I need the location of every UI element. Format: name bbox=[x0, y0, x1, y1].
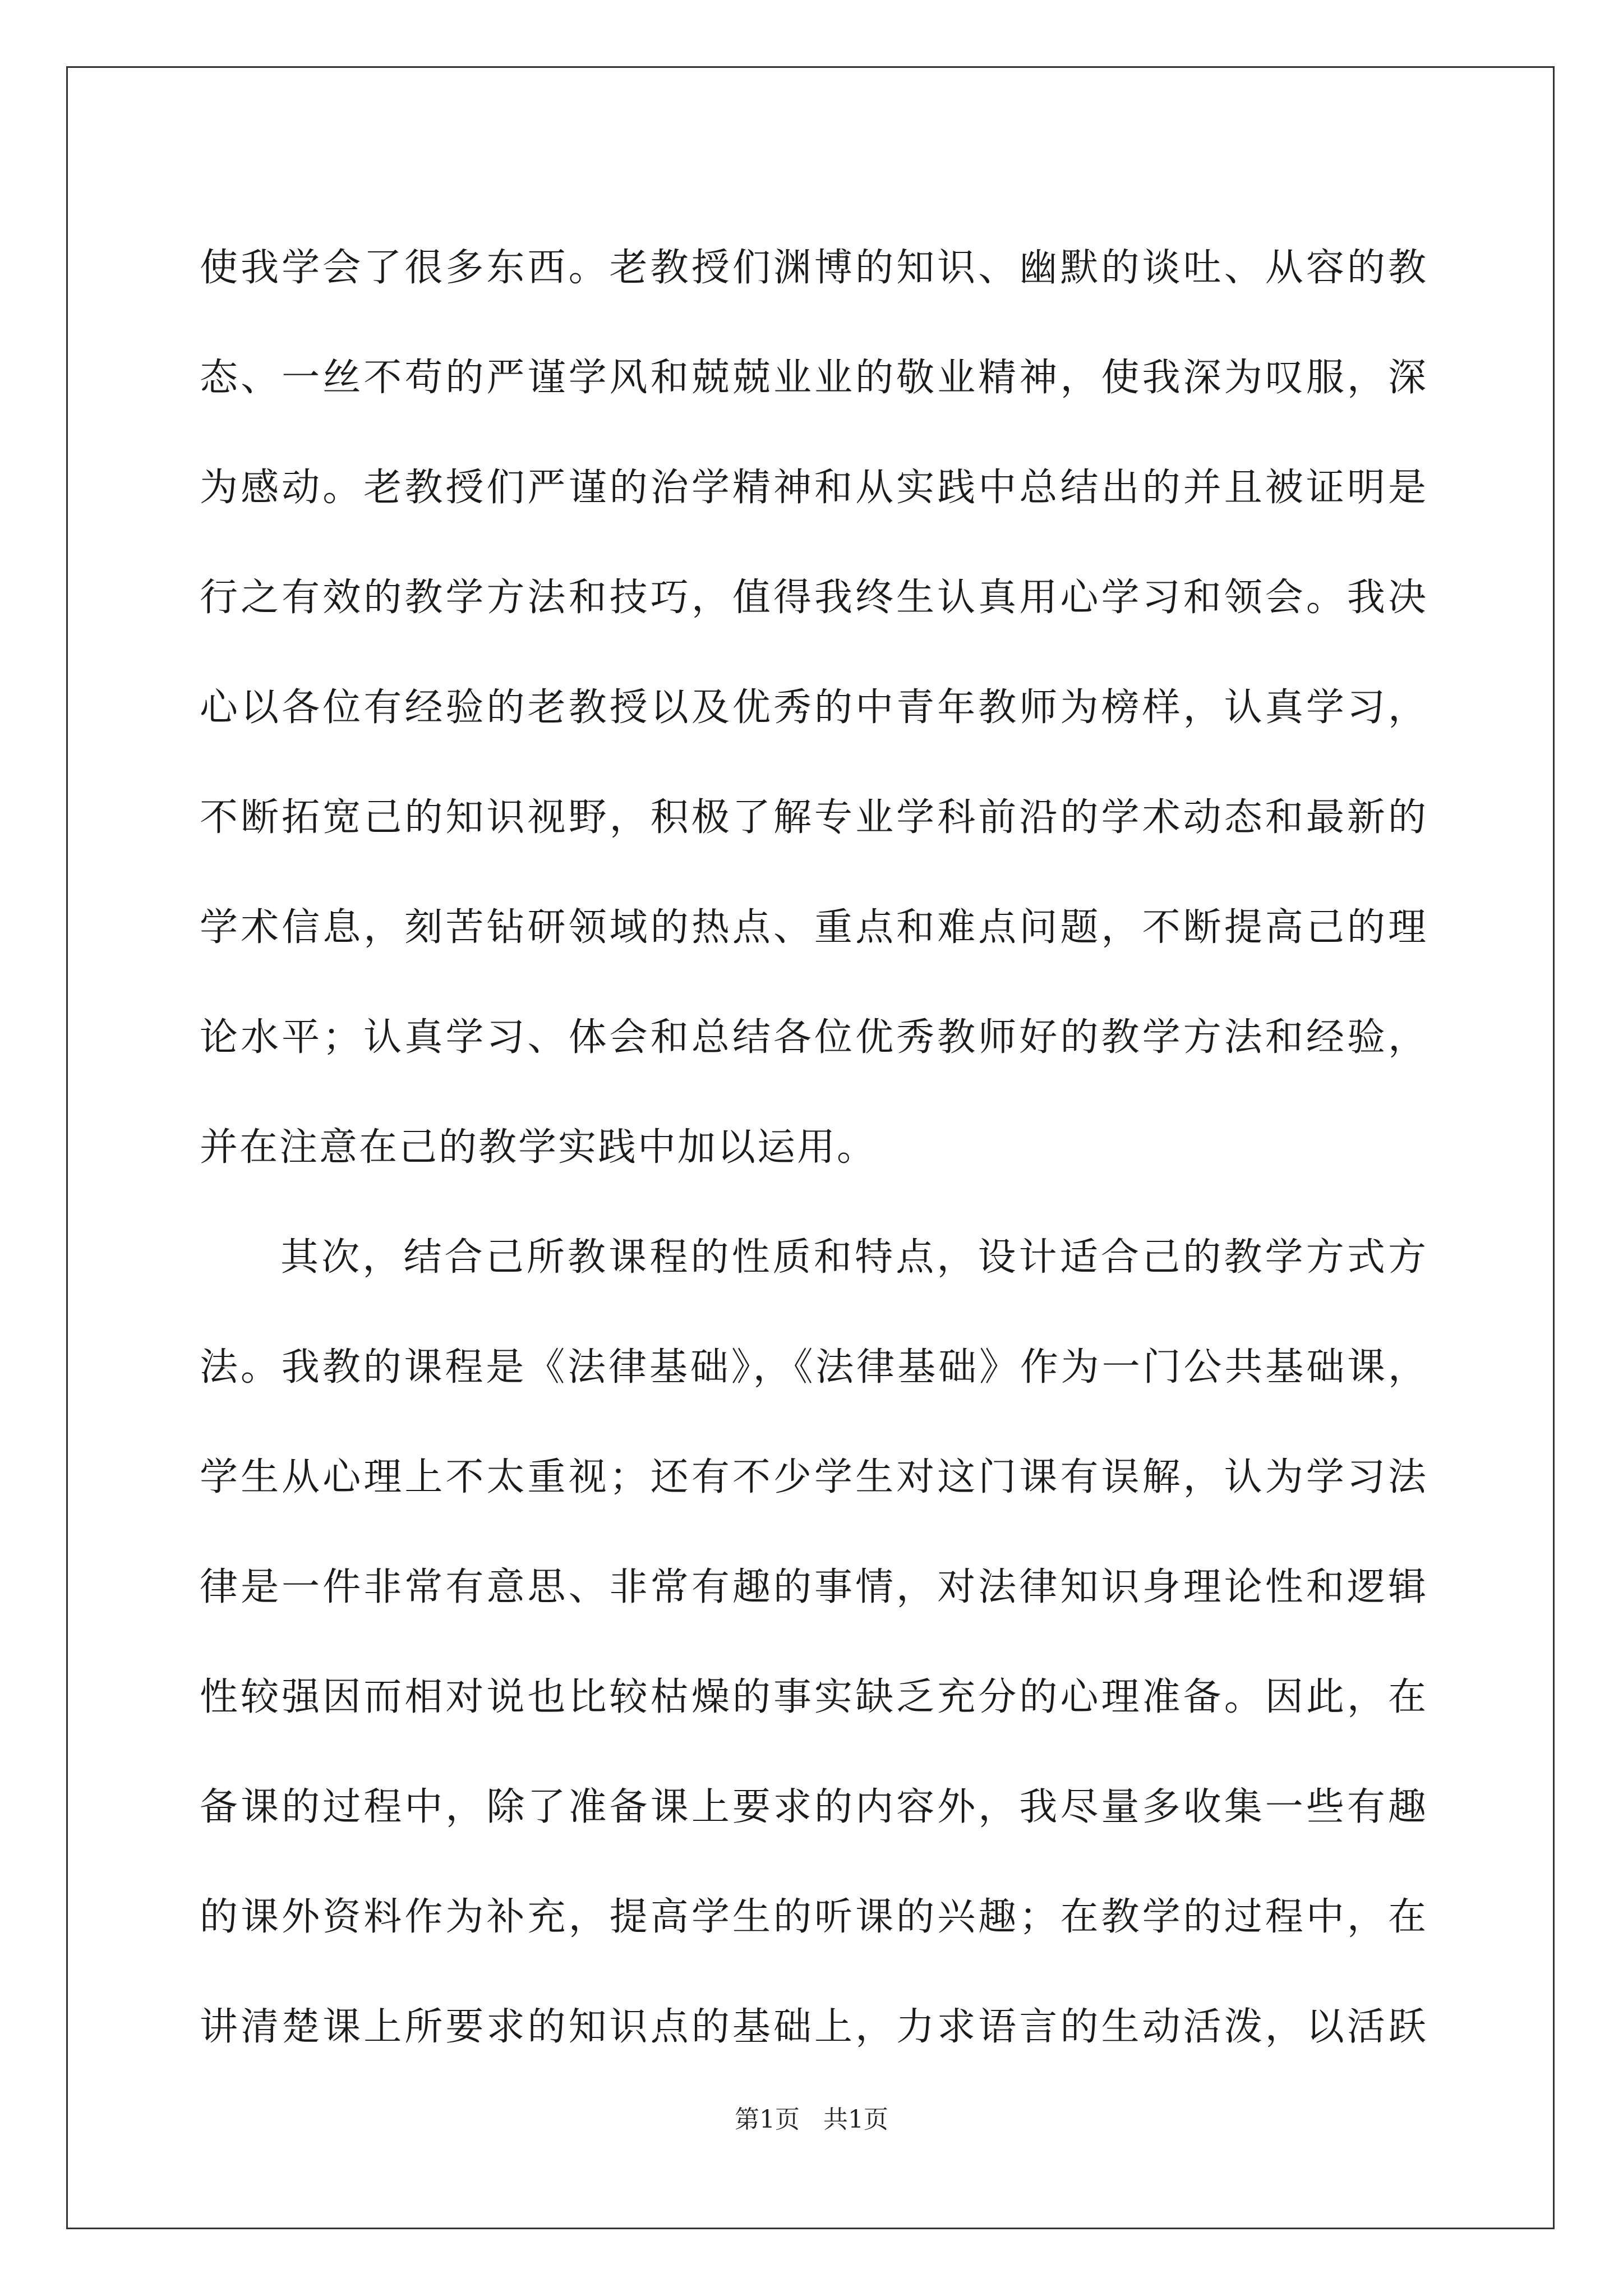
paragraph-2-line-4: 律是一件非常有意思、非常有趣的事情，对法律知识身理论性和逻辑 bbox=[200, 1565, 1428, 1609]
paragraph-1-line-7: 学术信息，刻苦钻研领域的热点、重点和难点问题，不断提高己的理 bbox=[200, 905, 1428, 950]
paragraph-1-line-4: 行之有效的教学方法和技巧，值得我终生认真用心学习和领会。我决 bbox=[200, 576, 1428, 620]
paragraph-2-line-1: 其次，结合己所教课程的性质和特点，设计适合己的教学方式方 bbox=[280, 1235, 1428, 1280]
paragraph-1-line-8: 论水平；认真学习、体会和总结各位优秀教师好的教学方法和经验， bbox=[200, 1015, 1428, 1060]
paragraph-1-line-5: 心以各位有经验的老教授以及优秀的中青年教师为榜样，认真学习， bbox=[200, 685, 1428, 730]
page-footer bbox=[0, 2099, 1623, 2135]
paragraph-1-line-2: 态、一丝不苟的严谨学风和兢兢业业的敬业精神，使我深为叹服，深 bbox=[200, 356, 1428, 400]
paragraph-1-line-6: 不断拓宽己的知识视野，积极了解专业学科前沿的学术动态和最新的 bbox=[200, 795, 1428, 840]
paragraph-1-line-3: 为感动。老教授们严谨的治学精神和从实践中总结出的并且被证明是 bbox=[200, 466, 1428, 510]
paragraph-1-line-9: 并在注意在己的教学实践中加以运用。 bbox=[200, 1125, 877, 1170]
paragraph-2-line-6: 备课的过程中，除了准备课上要求的内容外，我尽量多收集一些有趣 bbox=[200, 1785, 1428, 1829]
paragraph-2-line-3: 学生从心理上不太重视；还有不少学生对这门课有误解，认为学习法 bbox=[200, 1455, 1428, 1499]
page-number-current: 第1页 bbox=[735, 2105, 800, 2134]
paragraph-2-line-2: 法。我教的课程是《法律基础》，《法律基础》作为一门公共基础课， bbox=[200, 1345, 1428, 1389]
document-body bbox=[200, 213, 1428, 2082]
paragraph-1-line-1: 使我学会了很多东西。老教授们渊博的知识、幽默的谈吐、从容的教 bbox=[200, 246, 1428, 290]
paragraph-2-line-7: 的课外资料作为补充，提高学生的听课的兴趣；在教学的过程中，在 bbox=[200, 1895, 1428, 1939]
paragraph-2-line-5: 性较强因而相对说也比较枯燥的事实缺乏充分的心理准备。因此，在 bbox=[200, 1675, 1428, 1719]
page-number-total: 共1页 bbox=[823, 2105, 888, 2134]
paragraph-2-line-8: 讲清楚课上所要求的知识点的基础上，力求语言的生动活泼，以活跃 bbox=[200, 2005, 1428, 2049]
